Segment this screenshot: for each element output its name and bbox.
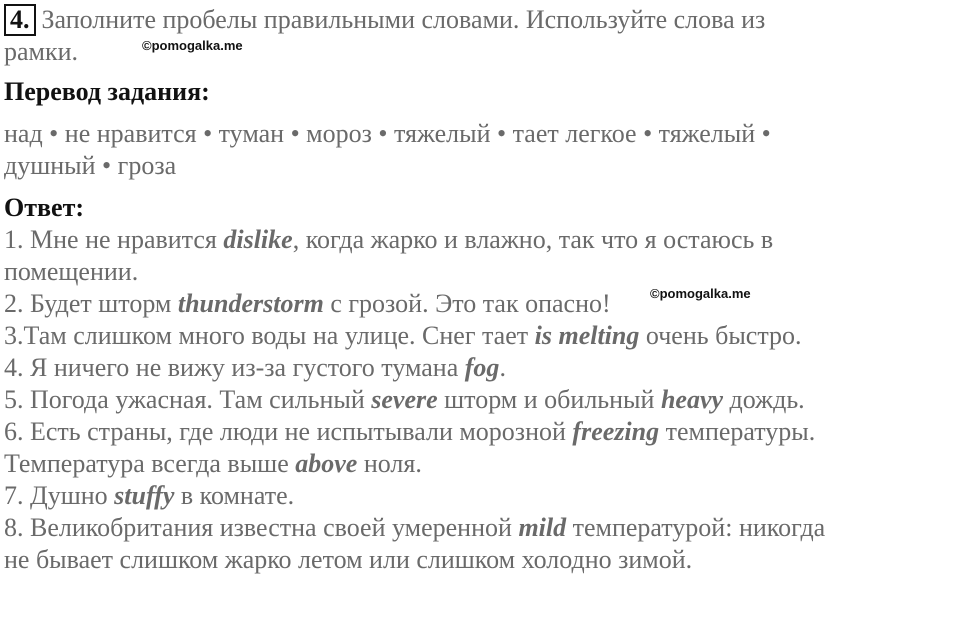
translation-heading: Перевод задания: (4, 77, 210, 106)
answer-keyword: severe (371, 385, 438, 414)
answer-text: очень быстро. (639, 321, 802, 350)
answer-text: температуры. (659, 417, 816, 446)
answer-heading: Ответ: (4, 193, 85, 222)
answer-text: 7. Душно (4, 481, 115, 510)
exercise-page (4, 4, 956, 576)
answer-text: 6. Есть страны, где люди не испытывали морозной (4, 417, 573, 446)
answer-keyword: stuffy (114, 481, 175, 510)
answer-text: 1. Мне не нравится (4, 225, 224, 254)
answer-text: 5. Погода ужасная. Там сильный (4, 385, 372, 414)
answer-text: , когда жарко и влажно, так что я остаюсь в (292, 225, 774, 254)
answer-line (4, 288, 956, 320)
answer-text: дождь. (723, 385, 805, 414)
translation-words-line-1: над • не нравится • туман • мороз • тяжелый • тает легкое • тяжелый • (4, 119, 771, 148)
answer-text: температурой: никогда (566, 513, 826, 542)
answer-keyword: mild (518, 513, 567, 542)
answer-keyword: dislike (223, 225, 293, 254)
answer-line (4, 256, 956, 288)
answer-text: 8. Великобритания известна своей умеренной (4, 513, 519, 542)
answer-text: помещении. (4, 257, 139, 286)
answer-line (4, 384, 956, 416)
answer-text: 3.Там слишком много воды на улице. Снег тает (4, 321, 535, 350)
answer-text: с грозой. Это так опасно! (323, 289, 611, 318)
answer-line (4, 416, 956, 448)
answer-text: 2. Будет шторм (4, 289, 178, 318)
answer-line (4, 320, 956, 352)
answer-keyword: above (295, 449, 358, 478)
answer-text: шторм и обильный (437, 385, 661, 414)
answer-line (4, 544, 956, 576)
task-instruction-line-1 (4, 4, 956, 36)
answer-keyword: freezing (572, 417, 660, 446)
task-instruction-line-2: рамки. (4, 37, 79, 66)
answer-keyword: is melting (534, 321, 640, 350)
answer-line (4, 224, 956, 256)
answer-line (4, 448, 956, 480)
answer-text: 4. Я ничего не вижу из-за густого тумана (4, 353, 465, 382)
task-instruction-text: Заполните пробелы правильными словами. Используйте слова из (41, 5, 766, 34)
answer-keyword: thunderstorm (177, 289, 324, 318)
answer-keyword: heavy (660, 385, 724, 414)
translation-words-line-2: душный • гроза (4, 151, 177, 180)
answer-text: ноля. (357, 449, 422, 478)
answer-keyword: fog (464, 353, 500, 382)
task-number-box: 4. (4, 4, 36, 36)
answer-line (4, 352, 956, 384)
answer-line (4, 480, 956, 512)
watermark: ©pomogalka.me (650, 286, 751, 301)
answer-text: . (499, 353, 506, 382)
answer-text: Температура всегда выше (4, 449, 296, 478)
answer-text: в комнате. (174, 481, 295, 510)
answer-text: не бывает слишком жарко летом или слишком холодно зимой. (4, 545, 693, 574)
answer-line (4, 512, 956, 544)
watermark: ©pomogalka.me (142, 38, 243, 53)
